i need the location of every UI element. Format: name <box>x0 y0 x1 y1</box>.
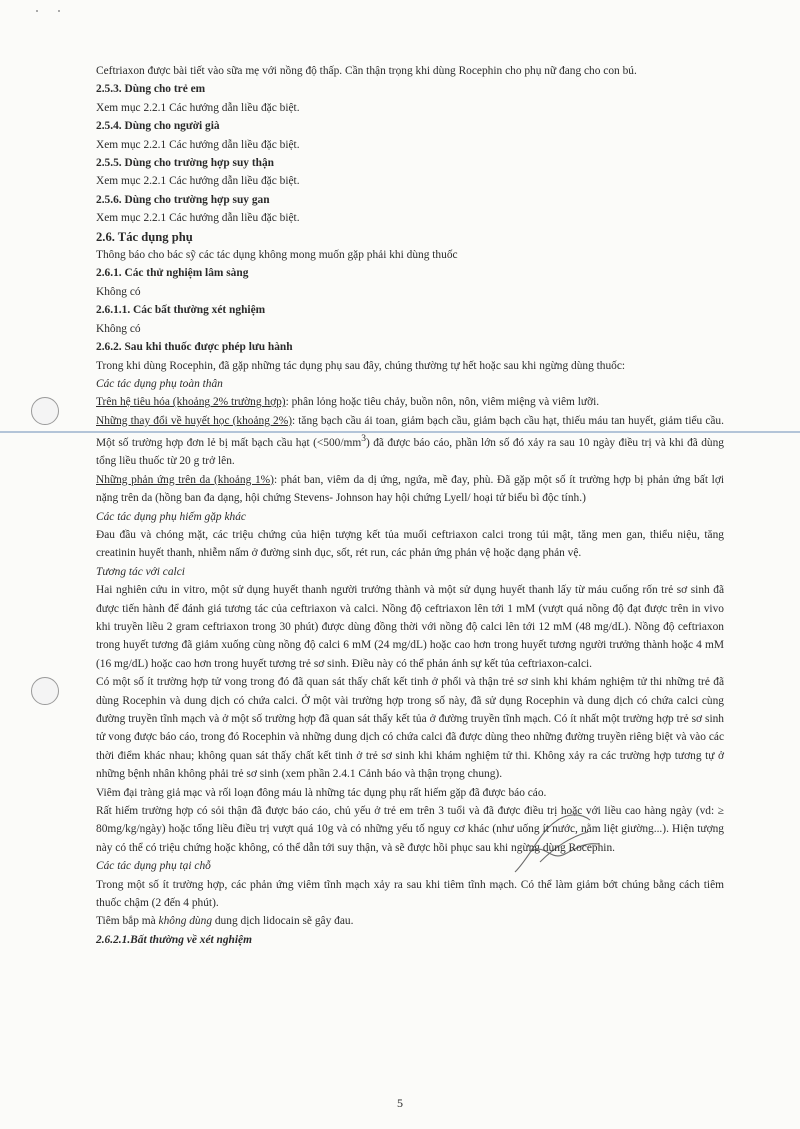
punch-hole-top <box>31 397 59 425</box>
scan-speck <box>58 10 60 12</box>
paragraph-2-5-4: Xem mục 2.2.1 Các hướng dẫn liều đặc biệt. <box>96 138 300 151</box>
paragraph-calcium-2: Có một số ít trường hợp tử vong trong đó đã quan sát thấy chất kết tinh ở phổi và thận trẻ sơ sinh khi khám nghiệm tử thi những trẻ đã dùng Rocephin và dung dịch có chứa calci. Ở một vài trường hợp trong số này, đã sử dụng Rocephin và dung dịch có chứa calci cùng đường truyền tĩnh mạch và ở một số trường hợp đã quan sát thấy kết tủa ở đường truyền tĩnh mạch. Có ít nhất một trường hợp trẻ sơ sinh tử vong được báo cáo, trong đó Rocephin và những dung dịch có chứa calci đã được dùng theo những đường truyền riêng biệt và vào các thời điểm khác nhau; không quan sát thấy chất kết tinh ở trẻ sơ sinh khi khám nghiệm tử thi. Không xảy ra các trường hợp tương tự ở những bệnh nhân không phải trẻ sơ sinh (xem phần 2.4.1 Cảnh báo và thận trọng chung). <box>96 676 724 781</box>
scan-speck <box>36 10 38 12</box>
paragraph-local-1: Trong một số ít trường hợp, các phản ứng viêm tĩnh mạch xảy ra sau khi tiêm tĩnh mạch. Có thể làm giảm bớt chúng bằng cách tiêm thuốc chậm (2 đến 4 phút). <box>96 878 724 910</box>
paragraph-2-5-6: Xem mục 2.2.1 Các hướng dẫn liều đặc biệt. <box>96 212 300 225</box>
blood-label: Những thay đổi về huyết học (khoảng 2%) <box>96 414 292 427</box>
heading-2-6-2: 2.6.2. Sau khi thuốc được phép lưu hành <box>96 341 293 354</box>
heading-2-5-3: 2.5.3. Dùng cho trẻ em <box>96 83 206 96</box>
paragraph-calcium-3: Viêm đại tràng giả mạc và rối loạn đông máu là những tác dụng phụ rất hiếm gặp đã được báo cáo. <box>96 786 547 799</box>
paragraph-2-6: Thông báo cho bác sỹ các tác dụng không mong muốn gặp phải khi dùng thuốc <box>96 249 458 262</box>
paragraph-skin <box>96 471 724 508</box>
gi-label: Trên hệ tiêu hóa (khoảng 2% trường hợp) <box>96 396 286 409</box>
paragraph-hematology <box>96 412 724 471</box>
paragraph-gastrointestinal <box>96 393 724 411</box>
paragraph-calcium-1: Hai nghiên cứu in vitro, một sử dụng huyết thanh người trưởng thành và một sử dụng huyết thanh lấy từ máu cuống rốn trẻ sơ sinh đã được tiến hành để đánh giá tương tác của ceftriaxon và calci. Nồng độ ceftriaxon lên tới 1 mM (vượt quá nồng độ đạt được trên in vivo khi truyền liều 2 gram ceftriaxon trong 30 phút) được dùng đồng thời với nồng độ calci lên tới 12 mM (48 mg/dL). Nồng độ ceftriaxon trong huyết tương đã giảm xuống cùng nồng độ calci 6 mM (24 mg/dL) hoặc cao hơn trong huyết tương người trưởng thành hoặc 4 mM (16 mg/dL) hoặc cao hơn trong huyết tương trẻ sơ sinh. Điều này có thể phản ánh sự kết tủa ceftriaxon-calci. <box>96 584 724 670</box>
heading-2-5-5: 2.5.5. Dùng cho trường hợp suy thận <box>96 157 275 170</box>
local-2-text-a: Tiêm bắp mà <box>96 915 159 928</box>
paragraph-2-6-2: Trong khi dùng Rocephin, đã gặp những tác dụng phụ sau đây, chúng thường tự hết hoặc sau khi ngừng dùng thuốc: <box>96 359 626 372</box>
local-2-emphasis: không dùng <box>158 915 213 928</box>
document-body <box>96 62 724 949</box>
heading-2-5-6: 2.5.6. Dùng cho trường hợp suy gan <box>96 193 270 206</box>
skin-label: Những phản ứng trên da (khoảng 1%) <box>96 473 274 486</box>
skin-text: : phát ban, viêm da dị ứng, ngứa, mề đay, phù. Đã gặp một số ít trường hợp bị phản ứng bất lợi nặng trên da (hồng ban đa dạng, hội chứng Stevens- Johnson hay hội chứng Lyell/ hoại tử biểu bì độc tính.) <box>96 473 725 505</box>
paragraph-rare-effects: Đau đầu và chóng mặt, các triệu chứng của hiện tượng kết tủa muối ceftriaxon calci trong túi mật, tăng men gan, thiểu niệu, tăng creatinin huyết thanh, nhiễm nấm ở đường sinh dục, sốt, rét run, các phản ứng phản vệ hoặc dạng phản vệ. <box>96 528 724 560</box>
blood-superscript: 3 <box>361 434 367 445</box>
paragraph-2-6-1-1: Không có <box>96 322 141 335</box>
subheading-systemic-effects: Các tác dụng phụ toàn thân <box>96 377 223 390</box>
page-number: 5 <box>397 1096 403 1110</box>
blood-text-b: ) đã được báo cáo, phần lớn số đó xảy ra sau 10 ngày điều trị và khi đã dùng tổng liều thuốc từ 20 g trở lên. <box>96 436 724 468</box>
subheading-local-effects: Các tác dụng phụ tại chỗ <box>96 860 211 873</box>
paragraph-2-6-1: Không có <box>96 285 141 298</box>
subheading-rare-effects: Các tác dụng phụ hiếm gặp khác <box>96 510 246 523</box>
subheading-calcium-interaction: Tương tác với calci <box>96 565 185 578</box>
paragraph-2-5-5: Xem mục 2.2.1 Các hướng dẫn liều đặc biệt. <box>96 175 300 188</box>
paragraph-calcium-4: Rất hiếm trường hợp có sỏi thận đã được báo cáo, chủ yếu ở trẻ em trên 3 tuổi và đã được điều trị hoặc với liều cao hàng ngày (vd: ≥ 80mg/kg/ngày) hoặc tổng liều điều trị vượt quá 10g và có những yếu tố nguy cơ khác (như uống ít nước, nằm liệt giường...). Hiện tượng này có thể có triệu chứng hoặc không, có thể dẫn tới suy thận, và sẽ được hồi phục sau khi ngừng dùng Rocephin. <box>96 805 724 854</box>
gi-text: : phân lỏng hoặc tiêu chảy, buồn nôn, nôn, viêm miệng và viêm lưỡi. <box>285 396 600 409</box>
punch-hole-bottom <box>31 677 59 705</box>
paragraph-breastfeeding: Ceftriaxon được bài tiết vào sữa mẹ với nồng độ thấp. Cần thận trọng khi dùng Rocephin cho phụ nữ đang cho con bú. <box>96 65 637 77</box>
heading-2-5-4: 2.5.4. Dùng cho người già <box>96 120 220 133</box>
heading-2-6: 2.6. Tác dụng phụ <box>96 229 193 244</box>
local-2-text-c: dung dịch lidocain sẽ gây đau. <box>212 915 354 928</box>
heading-2-6-1-1: 2.6.1.1. Các bất thường xét nghiệm <box>96 304 266 317</box>
paragraph-local-2 <box>96 912 724 930</box>
heading-2-6-1: 2.6.1. Các thử nghiệm lâm sàng <box>96 267 249 280</box>
paragraph-2-5-3: Xem mục 2.2.1 Các hướng dẫn liều đặc biệt. <box>96 101 300 114</box>
heading-2-6-2-1: 2.6.2.1.Bất thường về xét nghiệm <box>96 933 252 946</box>
blood-text-a: : tăng bạch cầu ái toan, giảm bạch cầu, giảm bạch cầu hạt, thiếu máu tan huyết, giảm tiểu cầu. Một số trường hợp đơn lẻ bị mất bạch cầu hạt (<500/mm <box>96 414 724 449</box>
